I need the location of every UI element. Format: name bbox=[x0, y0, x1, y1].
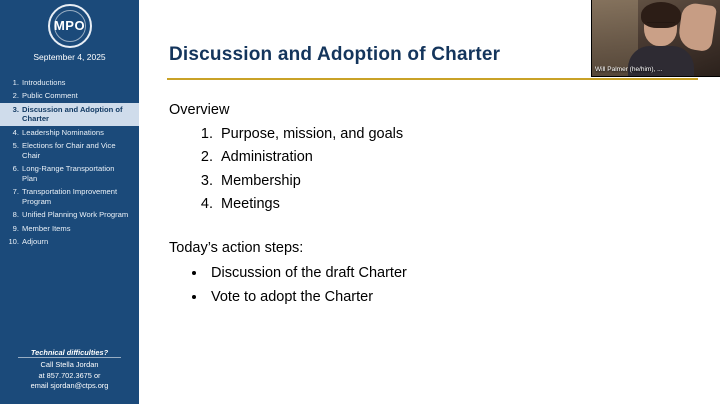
overview-list bbox=[199, 127, 704, 212]
tech-support-line-1: Call Stella Jordan bbox=[40, 359, 99, 369]
agenda-item-9 bbox=[0, 222, 139, 235]
agenda-item-number: 6. bbox=[12, 164, 19, 174]
tech-support-line-2: at 857.702.3675 or bbox=[38, 370, 101, 380]
title-underline bbox=[167, 78, 698, 80]
action-steps-list bbox=[191, 266, 704, 305]
slide-body bbox=[169, 103, 704, 315]
agenda-item-1 bbox=[0, 76, 139, 89]
agenda-item-label: Unified Planning Work Program bbox=[22, 210, 129, 220]
agenda-item-number: 7. bbox=[12, 187, 19, 197]
agenda-item-label: Transportation Improvement Program bbox=[22, 187, 118, 206]
list-item: • Discussion of the draft Charter bbox=[207, 266, 704, 281]
agenda-item-5 bbox=[0, 139, 139, 162]
agenda-item-number: 3. bbox=[12, 104, 19, 114]
tech-support-block bbox=[0, 348, 139, 392]
agenda-item-label: Member Items bbox=[22, 223, 71, 233]
page-title: Discussion and Adoption of Charter bbox=[169, 44, 501, 65]
mpo-logo bbox=[0, 4, 139, 53]
agenda-item-label: Discussion and Adoption of Charter bbox=[22, 104, 123, 124]
agenda-item-number: 10. bbox=[8, 237, 19, 247]
agenda-item-number: 8. bbox=[12, 210, 19, 220]
agenda-list bbox=[0, 76, 139, 249]
agenda-item-label: Introductions bbox=[22, 78, 66, 87]
agenda-item-4 bbox=[0, 126, 139, 139]
slide-sidebar bbox=[0, 0, 139, 404]
agenda-item-label: Long-Range Transportation Plan bbox=[22, 164, 115, 183]
list-item: 3. Membership bbox=[217, 174, 704, 189]
video-participant-tile[interactable] bbox=[591, 0, 720, 77]
list-item: 4. Meetings bbox=[217, 197, 704, 212]
mpo-logo-mark bbox=[48, 4, 92, 48]
agenda-item-7 bbox=[0, 185, 139, 208]
agenda-item-3-active bbox=[0, 103, 139, 126]
agenda-item-6 bbox=[0, 162, 139, 185]
list-item: • Vote to adopt the Charter bbox=[207, 290, 704, 305]
glasses-icon bbox=[647, 22, 675, 30]
agenda-item-number: 4. bbox=[12, 127, 19, 137]
tech-support-line-3: email sjordan@ctps.org bbox=[30, 381, 109, 391]
agenda-item-number: 9. bbox=[12, 223, 19, 233]
agenda-item-8 bbox=[0, 208, 139, 221]
action-steps-label: Today’s action steps: bbox=[169, 239, 304, 256]
agenda-item-label: Adjourn bbox=[22, 237, 49, 247]
agenda-item-label: Elections for Chair and Vice Chair bbox=[22, 141, 116, 160]
agenda-item-number: 5. bbox=[12, 141, 19, 151]
logo-ring bbox=[54, 10, 86, 42]
agenda-item-label: Public Comment bbox=[22, 91, 78, 101]
list-item: 1. Purpose, mission, and goals bbox=[217, 127, 704, 142]
meeting-date: September 4, 2025 bbox=[33, 52, 106, 62]
agenda-item-2 bbox=[0, 89, 139, 102]
overview-label: Overview bbox=[169, 102, 230, 118]
agenda-item-number: 1. bbox=[12, 78, 19, 87]
agenda-item-label: Leadership Nominations bbox=[22, 127, 104, 137]
list-item: 2. Administration bbox=[217, 150, 704, 165]
agenda-item-number: 2. bbox=[12, 91, 19, 101]
tech-support-heading: Technical difficulties? bbox=[30, 348, 109, 358]
agenda-item-10 bbox=[0, 235, 139, 248]
participant-name-label: Will Palmer (he/him), ... bbox=[595, 66, 663, 73]
